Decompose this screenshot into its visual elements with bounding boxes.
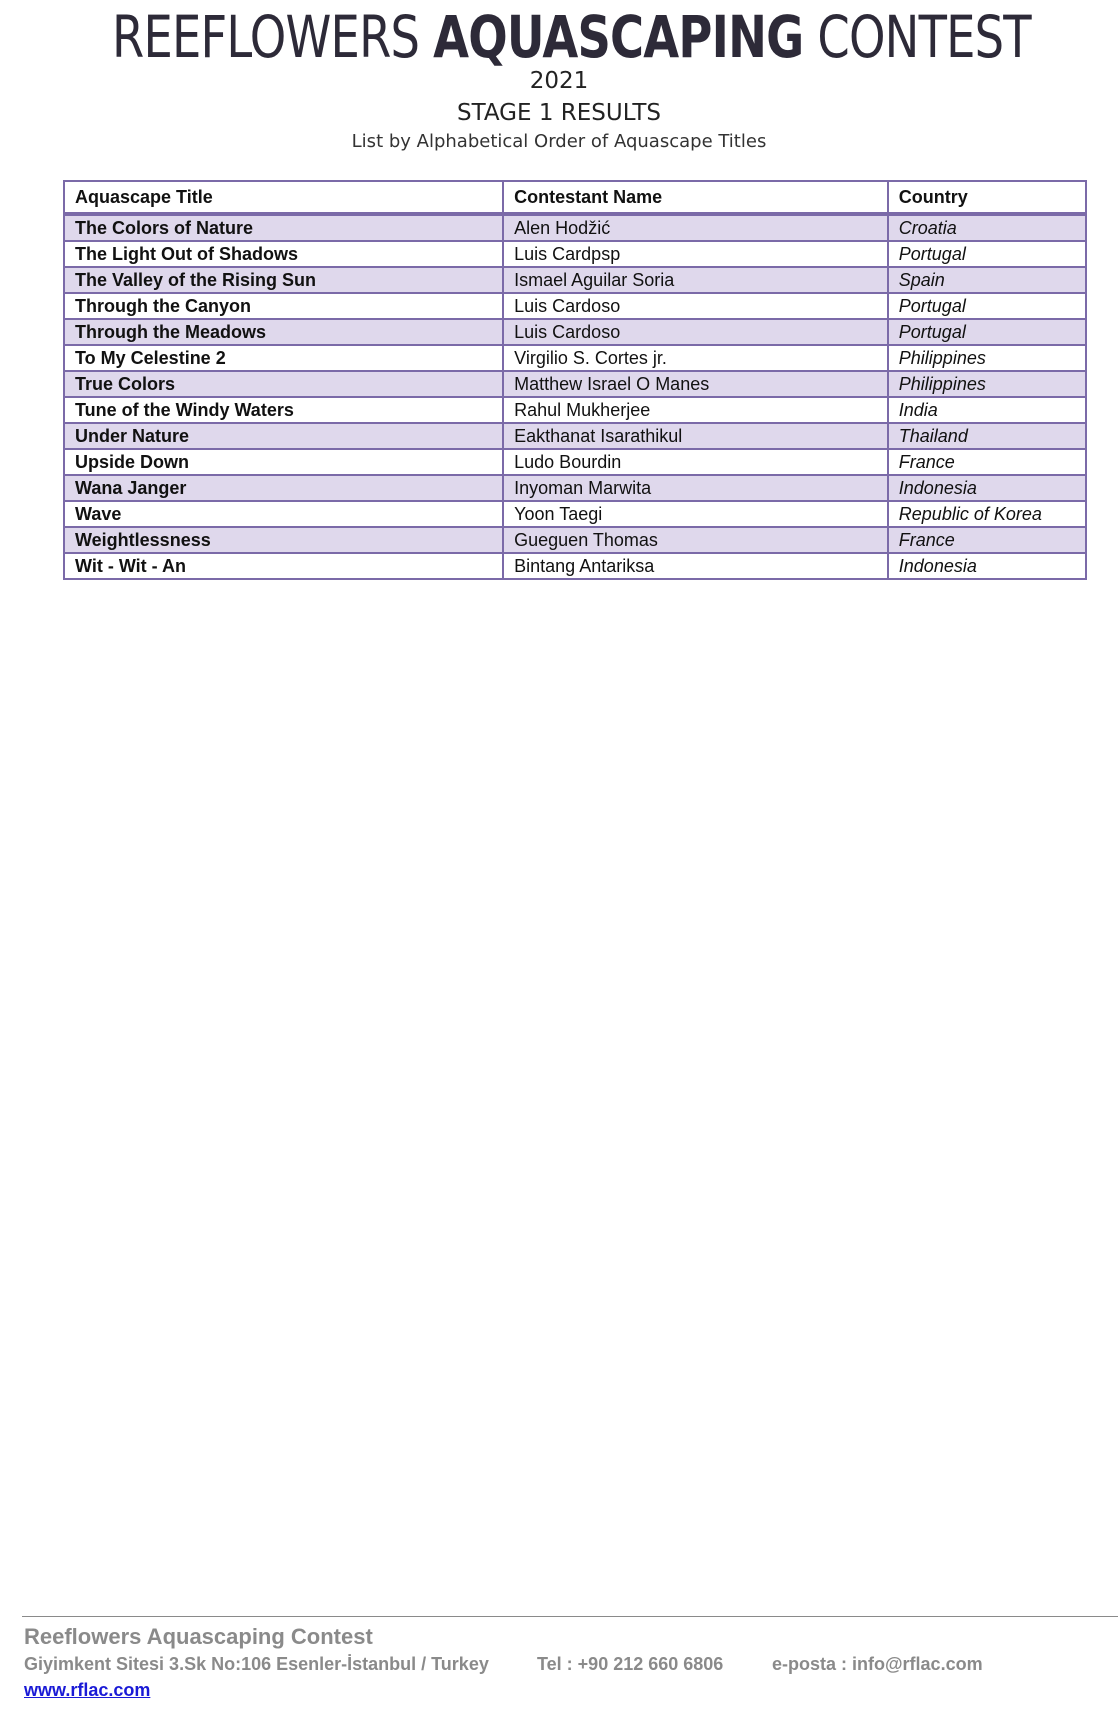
contestant-name-cell: Luis Cardoso xyxy=(503,293,888,319)
footer-email: e-posta : info@rflac.com xyxy=(772,1654,983,1674)
country-cell: Thailand xyxy=(888,423,1086,449)
footer-organization-name: Reeflowers Aquascaping Contest xyxy=(24,1624,373,1649)
table-row xyxy=(64,475,1086,501)
contestant-name-cell: Luis Cardpsp xyxy=(503,241,888,267)
contestant-name-cell: Rahul Mukherjee xyxy=(503,397,888,423)
table-row xyxy=(64,397,1086,423)
table-row xyxy=(64,241,1086,267)
table-header-row xyxy=(64,181,1086,214)
brand-part-1: REEFLOWERS xyxy=(112,3,434,71)
website-link[interactable]: www.rflac.com xyxy=(24,1680,151,1700)
column-header-title: Aquascape Title xyxy=(64,181,503,214)
table-row xyxy=(64,501,1086,527)
contestant-name-cell: Yoon Taegi xyxy=(503,501,888,527)
contestant-name-cell: Eakthanat Isarathikul xyxy=(503,423,888,449)
contestant-name-cell: Bintang Antariksa xyxy=(503,553,888,579)
aquascape-title-cell: The Valley of the Rising Sun xyxy=(64,267,503,293)
country-cell: Portugal xyxy=(888,293,1086,319)
aquascape-title-cell: Tune of the Windy Waters xyxy=(64,397,503,423)
contestant-name-cell: Matthew Israel O Manes xyxy=(503,371,888,397)
aquascape-title-cell: Through the Meadows xyxy=(64,319,503,345)
country-cell: Indonesia xyxy=(888,475,1086,501)
contestant-name-cell: Ludo Bourdin xyxy=(503,449,888,475)
country-cell: Croatia xyxy=(888,214,1086,241)
brand-part-bold: AQUASCAPING xyxy=(433,3,804,71)
country-cell: Spain xyxy=(888,267,1086,293)
table-row xyxy=(64,553,1086,579)
contestant-name-cell: Ismael Aguilar Soria xyxy=(503,267,888,293)
country-cell: France xyxy=(888,527,1086,553)
aquascape-title-cell: True Colors xyxy=(64,371,503,397)
country-cell: Portugal xyxy=(888,319,1086,345)
table-row xyxy=(64,423,1086,449)
contestant-name-cell: Alen Hodžić xyxy=(503,214,888,241)
table-row xyxy=(64,371,1086,397)
contestant-name-cell: Inyoman Marwita xyxy=(503,475,888,501)
contestant-name-cell: Virgilio S. Cortes jr. xyxy=(503,345,888,371)
footer-address: Giyimkent Sitesi 3.Sk No:106 Esenler-İstanbul / Turkey xyxy=(24,1654,489,1674)
contestant-name-cell: Gueguen Thomas xyxy=(503,527,888,553)
country-cell: Indonesia xyxy=(888,553,1086,579)
contestant-name-cell: Luis Cardoso xyxy=(503,319,888,345)
aquascape-title-cell: Through the Canyon xyxy=(64,293,503,319)
aquascape-title-cell: The Colors of Nature xyxy=(64,214,503,241)
table-row xyxy=(64,345,1086,371)
contest-year: 2021 xyxy=(529,68,589,94)
table-row xyxy=(64,293,1086,319)
country-cell: France xyxy=(888,449,1086,475)
country-cell: Philippines xyxy=(888,345,1086,371)
table-row xyxy=(64,319,1086,345)
aquascape-title-cell: Upside Down xyxy=(64,449,503,475)
table-row xyxy=(64,267,1086,293)
table-row xyxy=(64,449,1086,475)
column-header-country: Country xyxy=(888,181,1086,214)
aquascape-title-cell: Wave xyxy=(64,501,503,527)
results-table xyxy=(63,180,1087,580)
country-cell: Republic of Korea xyxy=(888,501,1086,527)
country-cell: Portugal xyxy=(888,241,1086,267)
contest-logo-title xyxy=(112,3,1031,71)
column-header-contestant: Contestant Name xyxy=(503,181,888,214)
aquascape-title-cell: To My Celestine 2 xyxy=(64,345,503,371)
aquascape-title-cell: Weightlessness xyxy=(64,527,503,553)
footer-divider xyxy=(22,1616,1118,1617)
country-cell: Philippines xyxy=(888,371,1086,397)
stage-heading: STAGE 1 RESULTS xyxy=(456,100,662,126)
brand-part-2: CONTEST xyxy=(803,3,1031,71)
aquascape-title-cell: Under Nature xyxy=(64,423,503,449)
aquascape-title-cell: Wana Janger xyxy=(64,475,503,501)
table-row xyxy=(64,214,1086,241)
table-row xyxy=(64,527,1086,553)
list-subtitle: List by Alphabetical Order of Aquascape Titles xyxy=(351,131,767,152)
footer-telephone: Tel : +90 212 660 6806 xyxy=(537,1654,724,1674)
country-cell: India xyxy=(888,397,1086,423)
aquascape-title-cell: The Light Out of Shadows xyxy=(64,241,503,267)
aquascape-title-cell: Wit - Wit - An xyxy=(64,553,503,579)
